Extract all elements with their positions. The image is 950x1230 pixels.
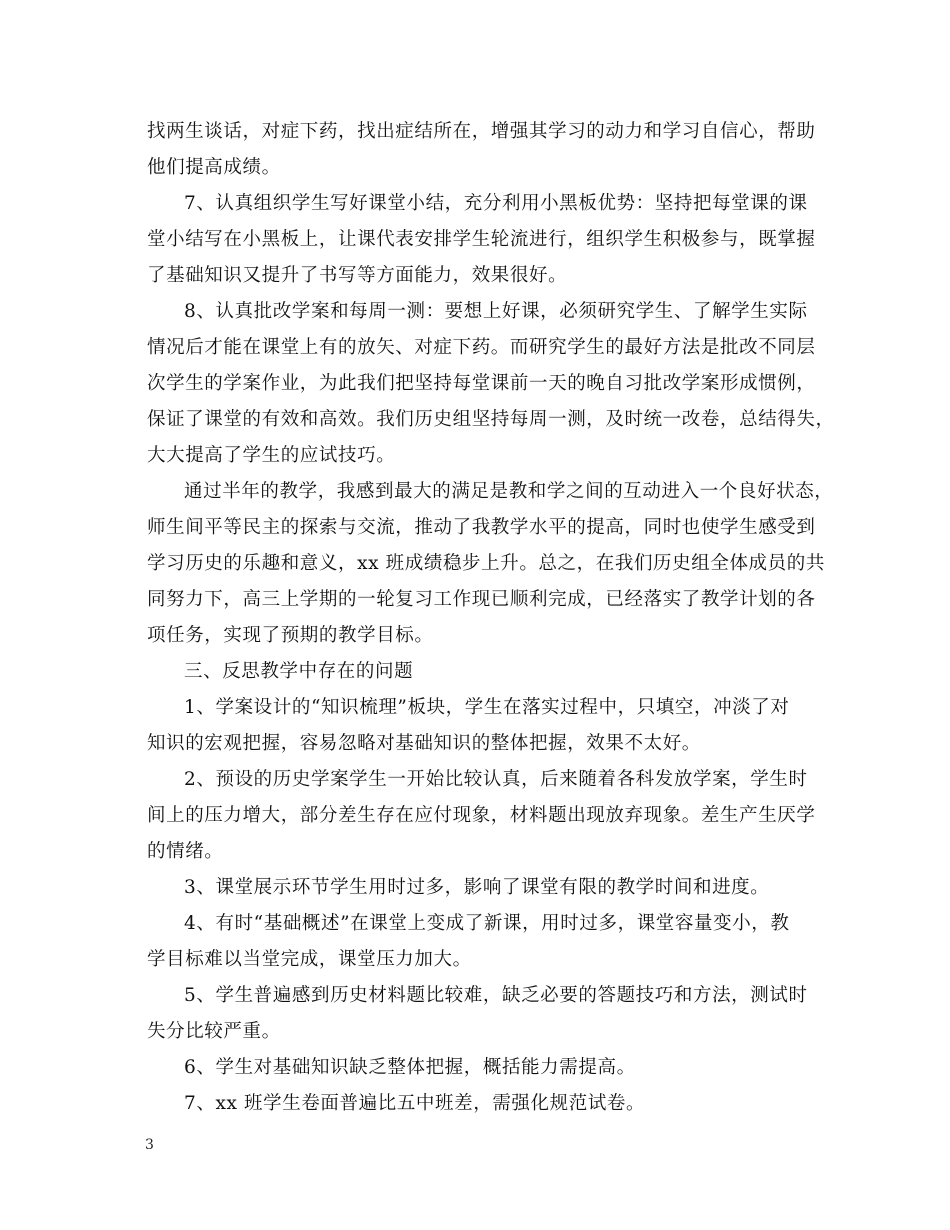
text-line: 2、预设的历史学案学生一开始比较认真，后来随着各科发放学案，学生时 — [184, 769, 808, 790]
text-line: 6、学生对基础知识缺乏整体把握，概括能力需提高。 — [184, 1057, 636, 1078]
text-line: 通过半年的教学，我感到最大的满足是教和学之间的互动进入一个良好状态， — [184, 481, 834, 502]
text-line: 同努力下，高三上学期的一轮复习工作现已顺利完成，已经落实了教学计划的各 — [147, 589, 816, 610]
text-line: 学目标难以当堂完成，课堂压力加大。 — [147, 949, 472, 970]
text-line: 7、xx 班学生卷面普遍比五中班差，需强化规范试卷。 — [184, 1093, 646, 1114]
text-line: 间上的压力增大，部分差生存在应付现象，材料题出现放弃现象。差生产生厌学 — [147, 805, 816, 826]
text-line: 他们提高成绩。 — [147, 157, 281, 178]
text-line: 师生间平等民主的探索与交流，推动了我教学水平的提高，同时也使学生感受到 — [147, 517, 816, 538]
text-line: 项任务，实现了预期的教学目标。 — [147, 625, 434, 646]
text-line: 3、课堂展示环节学生用时过多，影响了课堂有限的教学时间和进度。 — [184, 877, 770, 898]
text-line: 大大提高了学生的应试技巧。 — [147, 445, 396, 466]
text-line: 了基础知识又提升了书写等方面能力，效果很好。 — [147, 265, 568, 286]
text-line: 学习历史的乐趣和意义，xx 班成绩稳步上升。总之，在我们历史组全体成员的共 — [147, 553, 825, 574]
text-line: 的情绪。 — [147, 841, 224, 862]
section-heading: 三、反思教学中存在的问题 — [184, 661, 414, 682]
text-line: 失分比较严重。 — [147, 1021, 281, 1042]
text-line: 知识的宏观把握，容易忽略对基础知识的整体把握，效果不太好。 — [147, 733, 701, 754]
text-line: 1、学案设计的“知识梳理”板块，学生在落实过程中，只填空，冲淡了对 — [184, 697, 790, 718]
text-line: 情况后才能在课堂上有的放矢、对症下药。而研究学生的最好方法是批改不同层 — [147, 337, 816, 358]
text-line: 保证了课堂的有效和高效。我们历史组坚持每周一测，及时统一改卷，总结得失， — [147, 409, 835, 430]
text-line: 8、认真批改学案和每周一测：要想上好课，必须研究学生、了解学生实际 — [184, 301, 808, 322]
text-line: 堂小结写在小黑板上，让课代表安排学生轮流进行，组织学生积极参与，既掌握 — [147, 229, 816, 250]
text-line: 7、认真组织学生写好课堂小结，充分利用小黑板优势：坚持把每堂课的课 — [184, 193, 808, 214]
text-line: 4、有时“基础概述”在课堂上变成了新课，用时过多，课堂容量变小，教 — [184, 913, 790, 934]
text-line: 5、学生普遍感到历史材料题比较难，缺乏必要的答题技巧和方法，测试时 — [184, 985, 808, 1006]
text-line: 次学生的学案作业，为此我们把坚持每堂课前一天的晚自习批改学案形成惯例， — [147, 373, 816, 394]
text-line: 找两生谈话，对症下药，找出症结所在，增强其学习的动力和学习自信心，帮助 — [147, 121, 816, 142]
page-number: 3 — [145, 1137, 154, 1153]
